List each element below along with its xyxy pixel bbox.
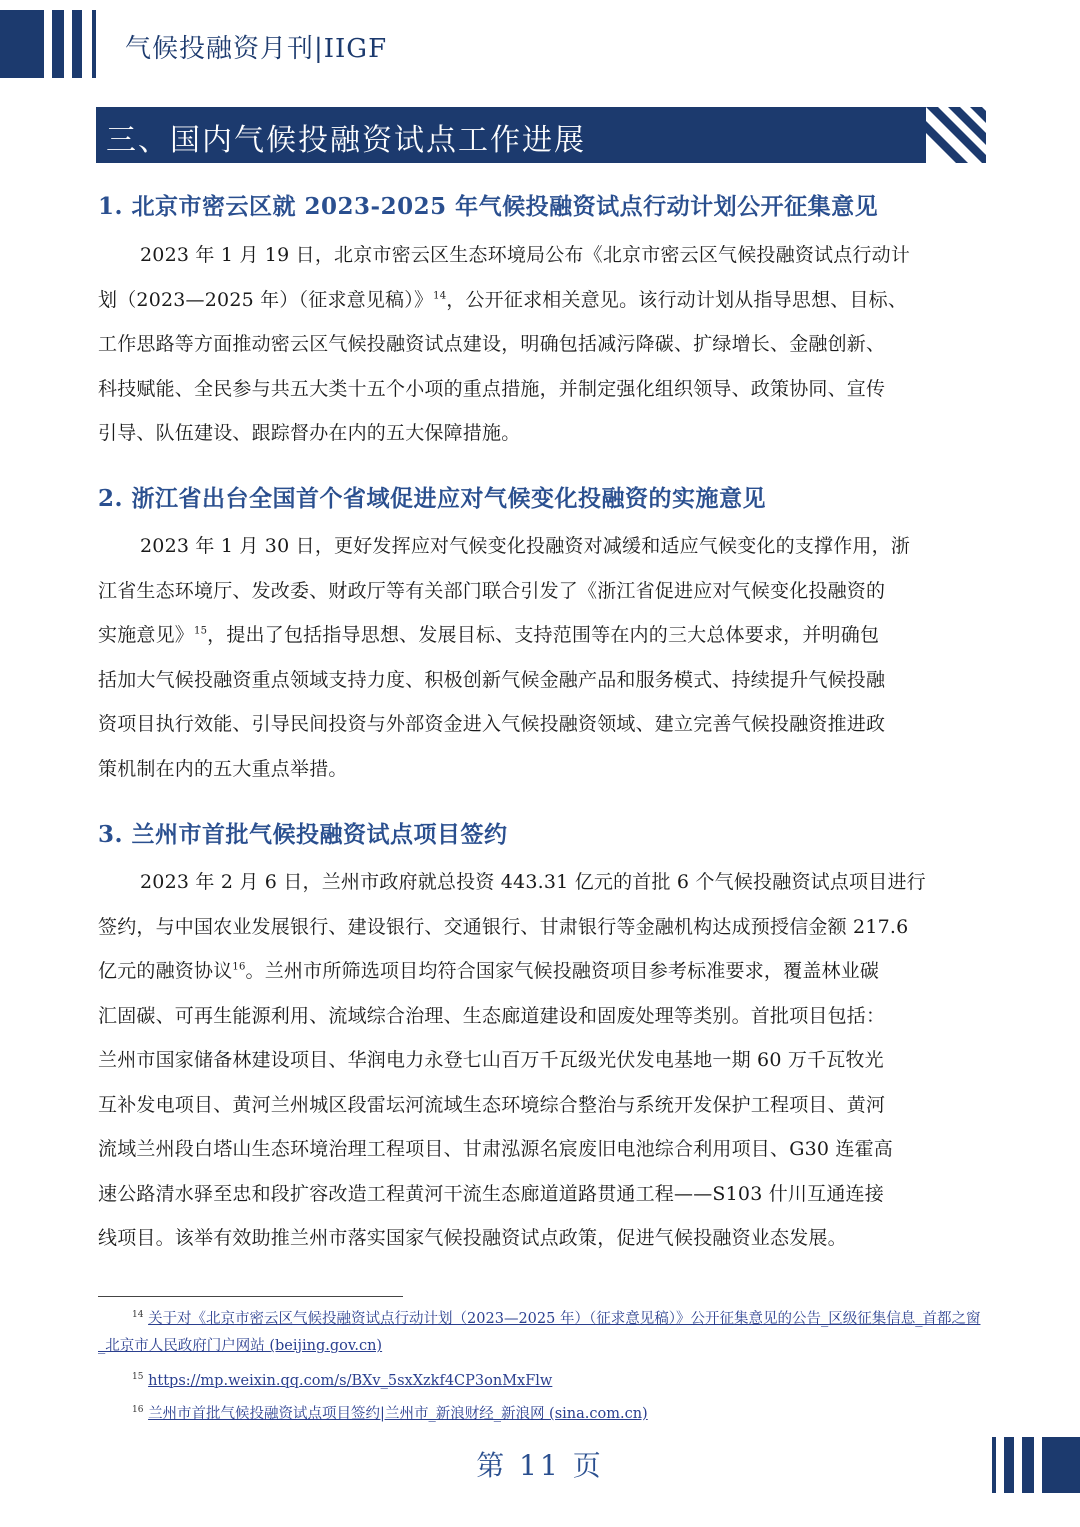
footnote-number: 15 — [132, 1372, 144, 1383]
paragraph-line: 实施意见》$^{15}$，提出了包括指导思想、发展目标、支持范围等在内的三大总体要求，并明确包 — [98, 624, 880, 646]
paragraph-line: 流域兰州段白塔山生态环境治理工程项目、甘肃泓源名宸废旧电池综合利用项目、G30 连霍高 — [98, 1138, 893, 1160]
section-title: 三、国内气候投融资试点工作进展 — [106, 123, 586, 158]
item-1-heading: 1. 北京市密云区就 2023-2025 年气候投融资试点行动计划公开征集意见 — [98, 193, 879, 220]
item-2-heading: 2. 浙江省出台全国首个省域促进应对气候变化投融资的实施意见 — [98, 485, 767, 512]
footnote-link[interactable]: 兰州市首批气候投融资试点项目签约|兰州市_新浪财经_新浪网 (sina.com.cn) — [148, 1406, 648, 1422]
footer-bar-2 — [1004, 1437, 1014, 1493]
paragraph-line: 速公路清水驿至忠和段扩容改造工程黄河干流生态廊道道路贯通工程——S103 什川互通连接 — [98, 1182, 884, 1205]
footnote-ref-15: 15 — [194, 625, 208, 637]
paragraph-line: 划（2023—2025 年）（征求意见稿）》$^{14}$，公开征求相关意见。该行动计划从指导思想、目标、 — [98, 288, 908, 311]
paragraph-line: 江省生态环境厅、发改委、财政厅等有关部门联合引发了《浙江省促进应对气候变化投融资的 — [98, 579, 886, 602]
header-bar-4 — [92, 10, 96, 78]
paragraph-line: 汇固碳、可再生能源利用、流域综合治理、生态廊道建设和固废处理等类别。首批项目包括： — [98, 1004, 886, 1027]
section-banner — [96, 107, 986, 163]
paragraph-line: 科技赋能、全民参与共五大类十五个小项的重点措施，并制定强化组织领导、政策协同、宣传 — [98, 377, 886, 400]
banner-stripes-icon — [926, 107, 986, 163]
footnote-divider — [98, 1296, 403, 1297]
header-bar-3 — [72, 10, 82, 78]
footer-bar-4 — [1042, 1437, 1080, 1493]
footnote-link[interactable]: https://mp.weixin.qq.com/s/BXv_5sxXzkf4CP3onMxFlw — [148, 1373, 553, 1389]
footnote-ref-14: 14 — [433, 290, 447, 302]
paragraph-line: 2023 年 1 月 30 日，更好发挥应对气候变化投融资对减缓和适应气候变化的支撑作用，浙 — [140, 535, 911, 557]
paragraph-line: 2023 年 2 月 6 日，兰州市政府就总投资 443.31 亿元的首批 6 个气候投融资试点项目进行 — [140, 871, 926, 893]
footnote-number: 16 — [132, 1405, 144, 1416]
paragraph-line: 引导、队伍建设、跟踪督办在内的五大保障措施。 — [98, 422, 521, 444]
footnote-ref-16: 16 — [232, 961, 246, 973]
footnote-16 — [98, 1401, 982, 1428]
paragraph-line: 互补发电项目、黄河兰州城区段雷坛河流域生态环境综合整治与系统开发保护工程项目、黄河 — [98, 1093, 886, 1116]
item-2-paragraph — [98, 524, 982, 791]
paragraph-line: 工作思路等方面推动密云区气候投融资试点建设，明确包括减污降碳、扩绿增长、金融创新、 — [98, 333, 886, 355]
paragraph-line: 括加大气候投融资重点领域支持力度、积极创新气候金融产品和服务模式、持续提升气候投融 — [98, 668, 886, 691]
footer-bar-3 — [1022, 1437, 1034, 1493]
paragraph-line: 亿元的融资协议$^{16}$。兰州市所筛选项目均符合国家气候投融资项目参考标准要求，覆盖林业碳 — [98, 960, 880, 982]
paragraph-line: 线项目。该举有效助推兰州市落实国家气候投融资试点政策，促进气候投融资业态发展。 — [98, 1227, 847, 1249]
header-bar-2 — [52, 10, 64, 78]
footnote-15 — [98, 1368, 982, 1395]
paragraph-line: 2023 年 1 月 19 日，北京市密云区生态环境局公布《北京市密云区气候投融资试点行动计 — [140, 244, 911, 266]
footer-bar-1 — [992, 1437, 996, 1493]
publication-title: 气候投融资月刊|IIGF — [125, 34, 388, 64]
footnote-number: 14 — [132, 1310, 144, 1321]
item-3-paragraph — [98, 860, 982, 1261]
paragraph-line: 资项目执行效能、引导民间投资与外部资金进入气候投融资领域、建立完善气候投融资推进政 — [98, 713, 886, 735]
paragraph-line: 签约，与中国农业发展银行、建设银行、交通银行、甘肃银行等金融机构达成预授信金额 217.6 — [98, 915, 909, 938]
page-number: 第 11 页 — [476, 1449, 604, 1482]
item-1-paragraph — [98, 233, 982, 456]
footnote-14 — [98, 1306, 982, 1360]
item-3-heading: 3. 兰州市首批气候投融资试点项目签约 — [98, 821, 508, 848]
header-bar-1 — [0, 10, 44, 78]
paragraph-line: 兰州市国家储备林建设项目、华润电力永登七山百万千瓦级光伏发电基地一期 60 万千瓦牧光 — [98, 1049, 884, 1071]
footnote-link[interactable]: 关于对《北京市密云区气候投融资试点行动计划（2023—2025 年）（征求意见稿）》公开征集意见的公告_区级征集信息_首都之窗_北京市人民政府门户网站 (beijing.gov.cn) — [98, 1311, 981, 1354]
paragraph-line: 策机制在内的五大重点举措。 — [98, 757, 348, 780]
